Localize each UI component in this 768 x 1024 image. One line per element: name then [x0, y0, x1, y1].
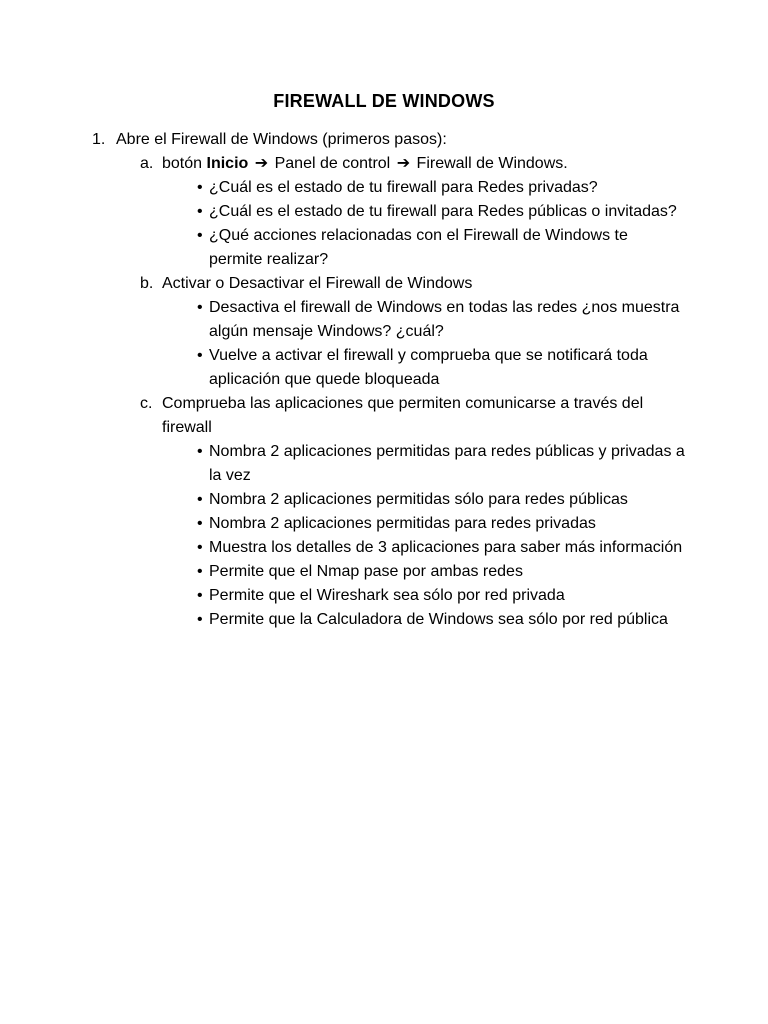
bullet-c-5: Permite que el Nmap pase por ambas redes [209, 563, 523, 580]
bullet-a-2: ¿Cuál es el estado de tu firewall para Redes públicas o invitadas? [209, 203, 677, 220]
item-a-middle: Panel de control [274, 155, 391, 172]
bullet-icon: • [197, 491, 203, 508]
list-marker-1: 1. [92, 131, 106, 148]
bullet-icon: • [197, 611, 203, 628]
bullet-c-6: Permite que el Wireshark sea sólo por red privada [209, 587, 565, 604]
item-a-prefix: botón [162, 155, 203, 172]
bullet-b-2-line-2: aplicación que quede bloqueada [209, 371, 440, 388]
arrow-right-icon: ➔ [254, 155, 269, 172]
item-a-end: Firewall de Windows. [416, 155, 568, 172]
list-marker-c: c. [140, 395, 153, 412]
bullet-c-1-line-1: Nombra 2 aplicaciones permitidas para redes públicas y privadas a [209, 443, 685, 460]
document-title: FIREWALL DE WINDOWS [273, 91, 495, 111]
bullet-icon: • [197, 203, 203, 220]
bullet-c-7: Permite que la Calculadora de Windows sea sólo por red pública [209, 611, 668, 628]
item-c-line-1: Comprueba las aplicaciones que permiten comunicarse a través del [162, 395, 644, 412]
bullet-b-1-line-1: Desactiva el firewall de Windows en todas las redes ¿nos muestra [209, 299, 680, 316]
bullet-icon: • [197, 539, 203, 556]
bullet-c-3: Nombra 2 aplicaciones permitidas para redes privadas [209, 515, 596, 532]
bullet-a-3-line-2: permite realizar? [209, 251, 329, 268]
bullet-icon: • [197, 515, 203, 532]
list-marker-a: a. [140, 155, 154, 172]
bullet-icon: • [197, 563, 203, 580]
item-b-text: Activar o Desactivar el Firewall de Windows [162, 275, 473, 292]
bullet-icon: • [197, 443, 203, 460]
bullet-c-2: Nombra 2 aplicaciones permitidas sólo para redes públicas [209, 491, 628, 508]
bullet-b-1-line-2: algún mensaje Windows? ¿cuál? [209, 323, 444, 340]
bullet-icon: • [197, 587, 203, 604]
bullet-icon: • [197, 179, 203, 196]
arrow-right-icon: ➔ [396, 155, 411, 172]
bullet-a-1: ¿Cuál es el estado de tu firewall para Redes privadas? [209, 179, 598, 196]
item-a-text [162, 152, 568, 176]
bullet-icon: • [197, 299, 203, 316]
bullet-b-2-line-1: Vuelve a activar el firewall y comprueba que se notificará toda [209, 347, 648, 364]
bullet-icon: • [197, 347, 203, 364]
bullet-a-3-line-1: ¿Qué acciones relacionadas con el Firewall de Windows te [209, 227, 628, 244]
bullet-c-4: Muestra los detalles de 3 aplicaciones para saber más información [209, 539, 683, 556]
item-a-bold-inicio: Inicio [206, 155, 249, 172]
list-marker-b: b. [140, 275, 154, 292]
bullet-icon: • [197, 227, 203, 244]
item-1-text: Abre el Firewall de Windows (primeros pasos): [116, 131, 447, 148]
item-c-line-2: firewall [162, 419, 212, 436]
bullet-c-1-line-2: la vez [209, 467, 251, 484]
